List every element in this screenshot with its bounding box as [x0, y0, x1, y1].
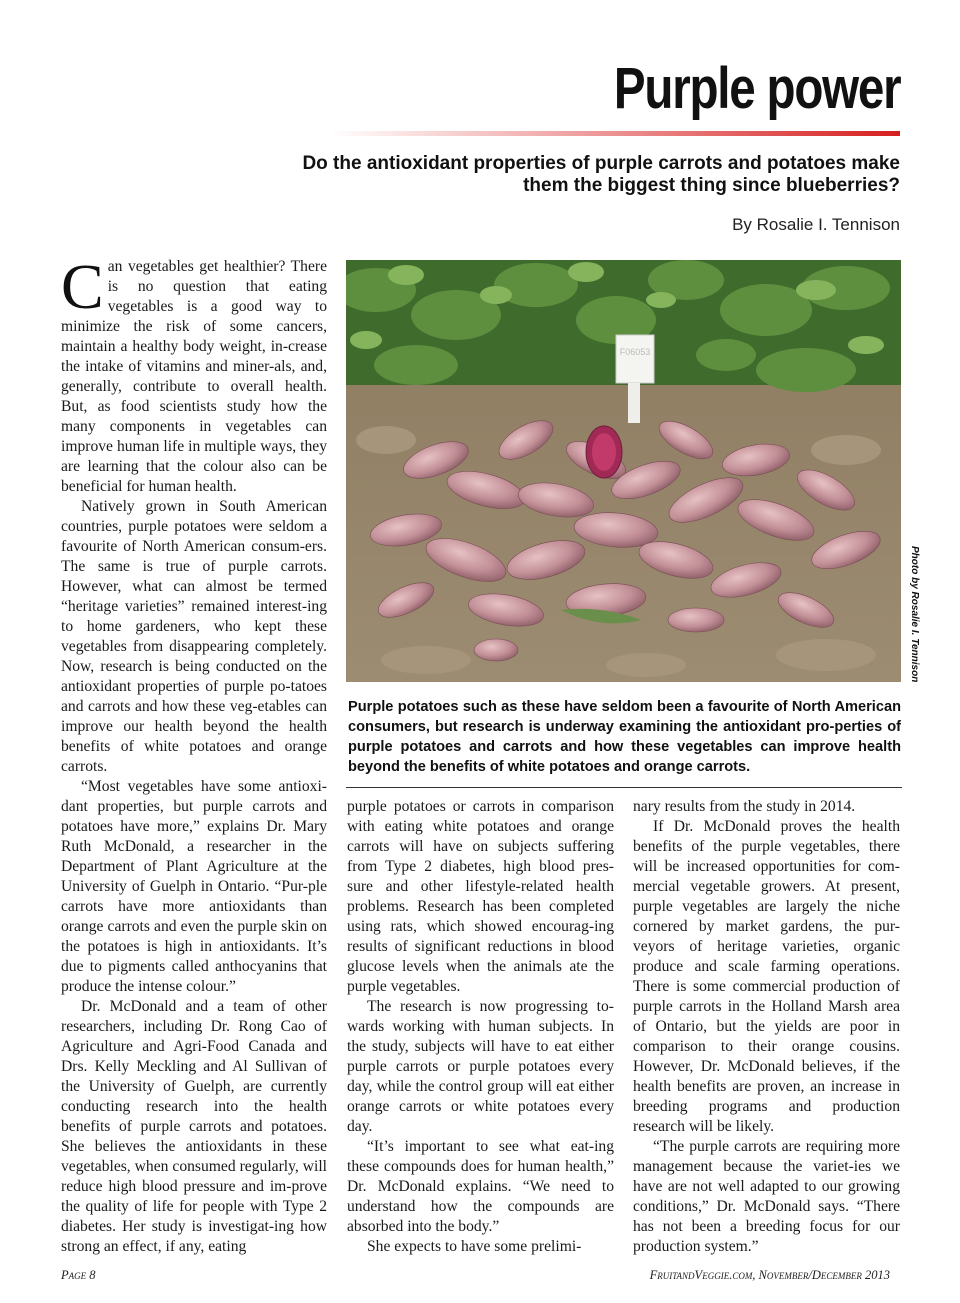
paragraph: “It’s important to see what eat-ing these compounds does for human health,” Dr. McDonald explains. “We need to understand how the compounds are absorbed into the body.” — [347, 1138, 614, 1235]
photo-credit-text: Photo by Rosalie I. Tennison — [909, 546, 920, 683]
purple-potatoes-photo — [346, 260, 901, 682]
paragraph: “The purple carrots are requiring more management because the variet-ies we have are not well adapted to our growing conditions,” Dr. McDonald says. “There has not been a breeding focus for our production system.” — [633, 1138, 900, 1255]
paragraph: nary results from the study in 2014. — [633, 798, 856, 815]
paragraph: “Most vegetables have some antioxi-dant properties, but purple carrots and potatoes have more,” explains Dr. Mary Ruth McDonald, a researcher in the Department of Plant Agriculture at the University of Guelph in Ontario. “Pur-ple carrots have more antioxidants than orange carrots and even the purple skin on the potatoes is high in antioxidants. It’s due to pigments called anthocyanins that produce the intense colour.” — [61, 778, 327, 995]
paragraph: purple potatoes or carrots in comparison with eating white potatoes and orange carrots will have on subjects suffering from Type 2 diabetes, high blood pres-sure and other lifestyle-related health problems. Research has been completed using rats, which showed encourag-ing results of significant reductions in blood glucose levels when the animals ate the purple vegetables. — [347, 798, 614, 995]
marker-label: F06053 — [619, 347, 651, 357]
article-subtitle: Do the antioxidant properties of purple carrots and potatoes make them the biggest thing since blueberries? — [302, 153, 900, 196]
photo-credit — [904, 546, 924, 686]
byline: By Rosalie I. Tennison — [732, 215, 900, 234]
photo-caption: Purple potatoes such as these have seldom been a favourite of North American consumers, but research is underway examining the antioxidant pro-perties of purple potatoes and carrots and how these vegetables can improve health beyond the benefits of white potatoes and orange carrots. — [348, 699, 901, 775]
paragraph: She expects to have some prelimi- — [367, 1238, 582, 1255]
dropcap: C — [61, 251, 104, 322]
paragraph — [61, 251, 327, 497]
publication-info: FruitandVeggie.com, November/December 2013 — [649, 1268, 890, 1282]
paragraph: The research is now progressing to-wards working with human subjects. In the study, subjects will have to eat either purple carrots or purple potatoes every day, while the control group will eat either orange carrots or white potatoes every day. — [347, 998, 614, 1135]
paragraph: If Dr. McDonald proves the health benefits of the purple vegetables, there will be increased opportunities for com-mercial vegetable growers. At present, purple vegetables are largely the niche cornered by market gardens, the pur-veyors of heritage varieties, organic produce and scale farming operations. There is some commercial production of purple carrots in the Holland Marsh area of Ontario, but the yields are poor in comparison to their orange cousins. However, Dr. McDonald believes, if the health benefits are proven, an increase in breeding programs and production research will be likely. — [633, 818, 900, 1135]
paragraph-text: an vegetables get healthier? There is no question that eating vegetables is a good way to minimize the risk of some cancers, maintain a healthy body weight, in-crease the intake of vitamins and miner-als, and, generally, contribute to overall health. But, as food scientists study how the many components in vegetables can improve human life in multiple ways, they are learning that the colour also can be beneficial for human health. — [61, 258, 327, 495]
article-column-2 — [347, 797, 614, 1257]
article-column-1 — [61, 251, 327, 1257]
title-accent-rule — [330, 131, 900, 136]
caption-divider — [346, 787, 902, 788]
paragraph: Natively grown in South American countries, purple potatoes were seldom a favourite of North American consum-ers. The same is true of purple carrots. However, what can almost be termed “heritage varieties” remained interest-ing to home gardeners, who kept these vegetables from disappearing completely. Now, research is being conducted on the antioxidant properties of purple po-tatoes and carrots and how these veg-etables can improve our health beyond the health benefits of white potatoes and orange carrots. — [61, 498, 327, 775]
article-column-3 — [633, 797, 900, 1257]
page-number: Page 8 — [61, 1268, 96, 1282]
article-title: Purple power — [613, 56, 900, 121]
paragraph: Dr. McDonald and a team of other researchers, including Dr. Rong Cao of Agriculture and Agri-Food Canada and Drs. Kelly Meckling and Al Sullivan of the University of Guelph, are currently conducting research into the health benefits of purple carrots and potatoes. She believes the antioxidants in these vegetables, when consumed regularly, will reduce high blood pressure and im-prove the quality of life for people with Type 2 diabetes. Her study is investigat-ing how strong an effect, if any, eating — [61, 998, 327, 1255]
